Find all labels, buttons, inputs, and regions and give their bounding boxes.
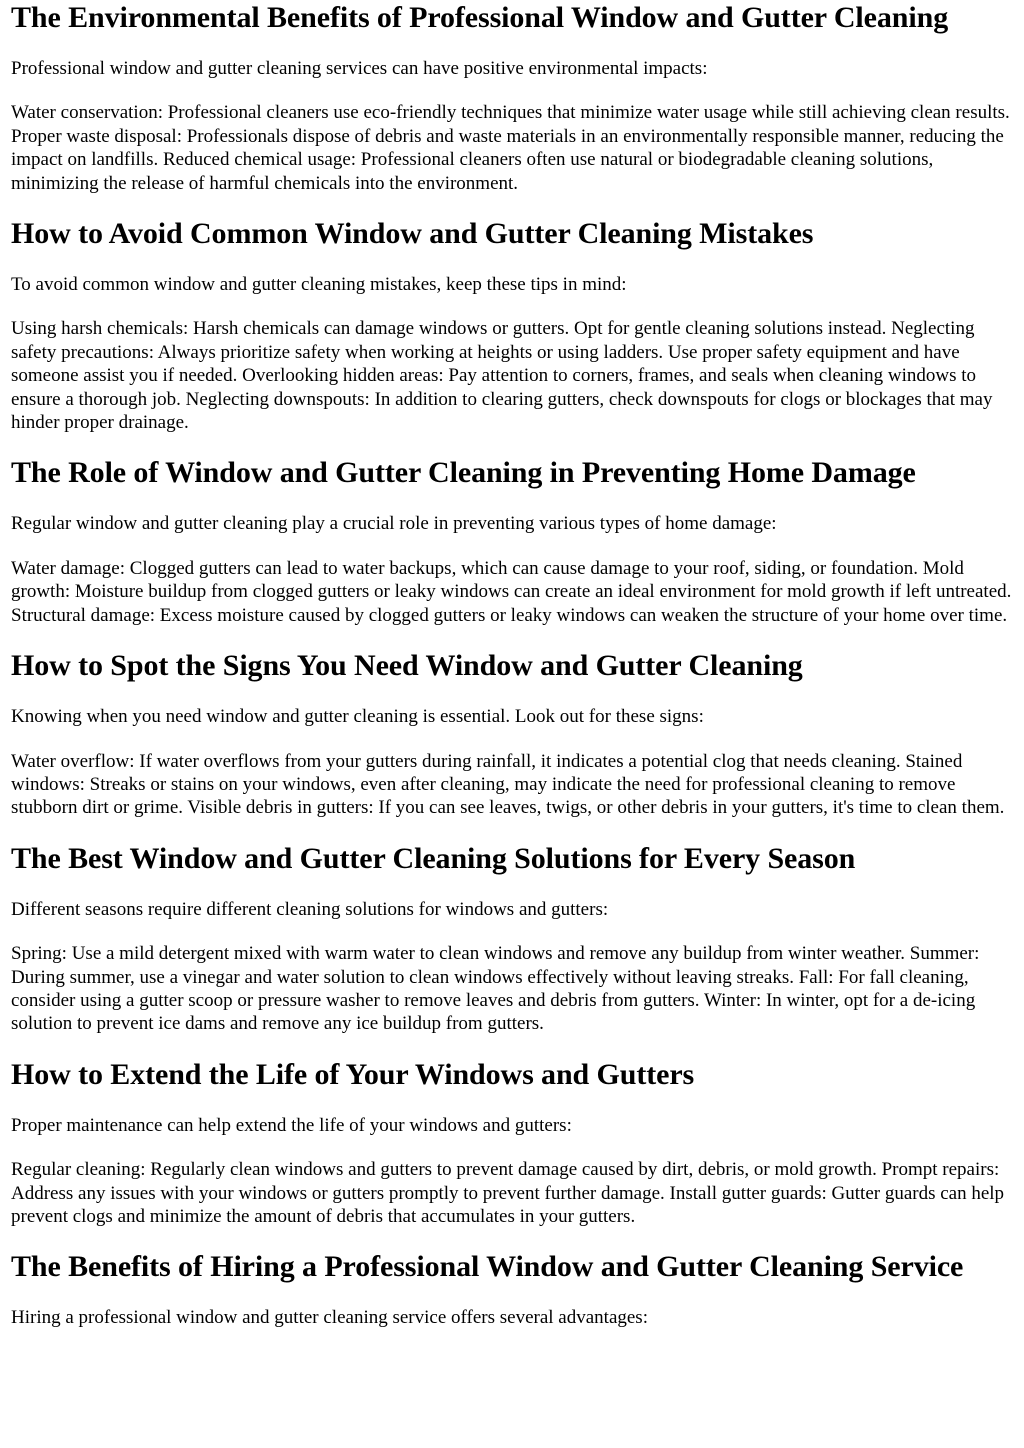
- section-intro: To avoid common window and gutter cleaning mistakes, keep these tips in mind:: [11, 274, 627, 296]
- section-intro: Regular window and gutter cleaning play a crucial role in preventing various types of home damage:: [11, 513, 777, 535]
- section-body: Water overflow: If water overflows from your gutters during rainfall, it indicates a potential clog that needs cleaning. Stained windows: Streaks or stains on your windows, even after cleaning, may indicate the need for professional cleaning to remove stubborn dirt or grime. Visible debris in gutters: If you can see leaves, twigs, or other debris in your gutters, it's time to clean them.: [11, 750, 1005, 819]
- section-avoid-mistakes: [11, 216, 1014, 434]
- section-intro: Knowing when you need window and gutter cleaning is essential. Look out for these signs:: [11, 706, 704, 728]
- section-environmental-benefits: [11, 0, 1014, 195]
- section-preventing-damage: [11, 455, 1014, 627]
- section-heading: The Benefits of Hiring a Professional Window and Gutter Cleaning Service: [11, 1250, 964, 1284]
- section-heading: The Best Window and Gutter Cleaning Solutions for Every Season: [11, 841, 856, 875]
- section-body: Water damage: Clogged gutters can lead to water backups, which can cause damage to your roof, siding, or foundation. Mold growth: Moisture buildup from clogged gutters or leaky windows can create an ideal environment for mold growth if left untreated. Structural damage: Excess moisture caused by clogged gutters or leaky windows can weaken the structure of your home over time.: [11, 557, 1012, 626]
- section-intro: Professional window and gutter cleaning services can have positive environmental impacts:: [11, 58, 708, 79]
- section-heading: The Role of Window and Gutter Cleaning in Preventing Home Damage: [11, 456, 916, 490]
- section-intro: Hiring a professional window and gutter cleaning service offers several advantages:: [11, 1307, 648, 1329]
- section-intro: Proper maintenance can help extend the life of your windows and gutters:: [11, 1114, 572, 1136]
- section-body: Using harsh chemicals: Harsh chemicals can damage windows or gutters. Opt for gentle cleaning solutions instead. Neglecting safety precautions: Always prioritize safety when working at heights or using ladders. Use proper safety equipment and have someone assist you if needed. Overlooking hidden areas: Pay attention to corners, frames, and seals when cleaning windows to ensure a thorough job. Neglecting downspouts: In addition to clearing gutters, check downspouts for clogs or blockages that may hinder proper drainage.: [11, 318, 993, 434]
- section-hiring-benefits: [11, 1249, 1014, 1329]
- section-body: Water conservation: Professional cleaners use eco-friendly techniques that minimize water usage while still achieving clean results. Proper waste disposal: Professionals dispose of debris and waste materials in an environmentally responsible manner, reducing the impact on landfills. Reduced chemical usage: Professional cleaners often use natural or biodegradable cleaning solutions, minimizing the release of harmful chemicals into the environment.: [11, 102, 1010, 194]
- section-body: Spring: Use a mild detergent mixed with warm water to clean windows and remove any buildup from winter weather. Summer: During summer, use a vinegar and water solution to clean windows effectively without leaving streaks. Fall: For fall cleaning, consider using a gutter scoop or pressure washer to remove leaves and debris from gutters. Winter: In winter, opt for a de-icing solution to prevent ice dams and remove any ice buildup from gutters.: [11, 943, 980, 1035]
- section-seasonal-solutions: [11, 841, 1014, 1036]
- section-extend-life: [11, 1057, 1014, 1229]
- section-heading: How to Avoid Common Window and Gutter Cleaning Mistakes: [11, 217, 814, 251]
- section-heading: The Environmental Benefits of Professional Window and Gutter Cleaning: [11, 1, 949, 34]
- section-intro: Different seasons require different cleaning solutions for windows and gutters:: [11, 898, 609, 920]
- section-heading: How to Spot the Signs You Need Window and Gutter Cleaning: [11, 649, 803, 683]
- section-spot-signs: [11, 648, 1014, 820]
- section-body: Regular cleaning: Regularly clean windows and gutters to prevent damage caused by dirt, debris, or mold growth. Prompt repairs: Address any issues with your windows or gutters promptly to prevent further damage. Install gutter guards: Gutter guards can help prevent clogs and minimize the amount of debris that accumulates in your gutters.: [11, 1159, 1005, 1227]
- section-heading: How to Extend the Life of Your Windows and Gutters: [11, 1057, 695, 1091]
